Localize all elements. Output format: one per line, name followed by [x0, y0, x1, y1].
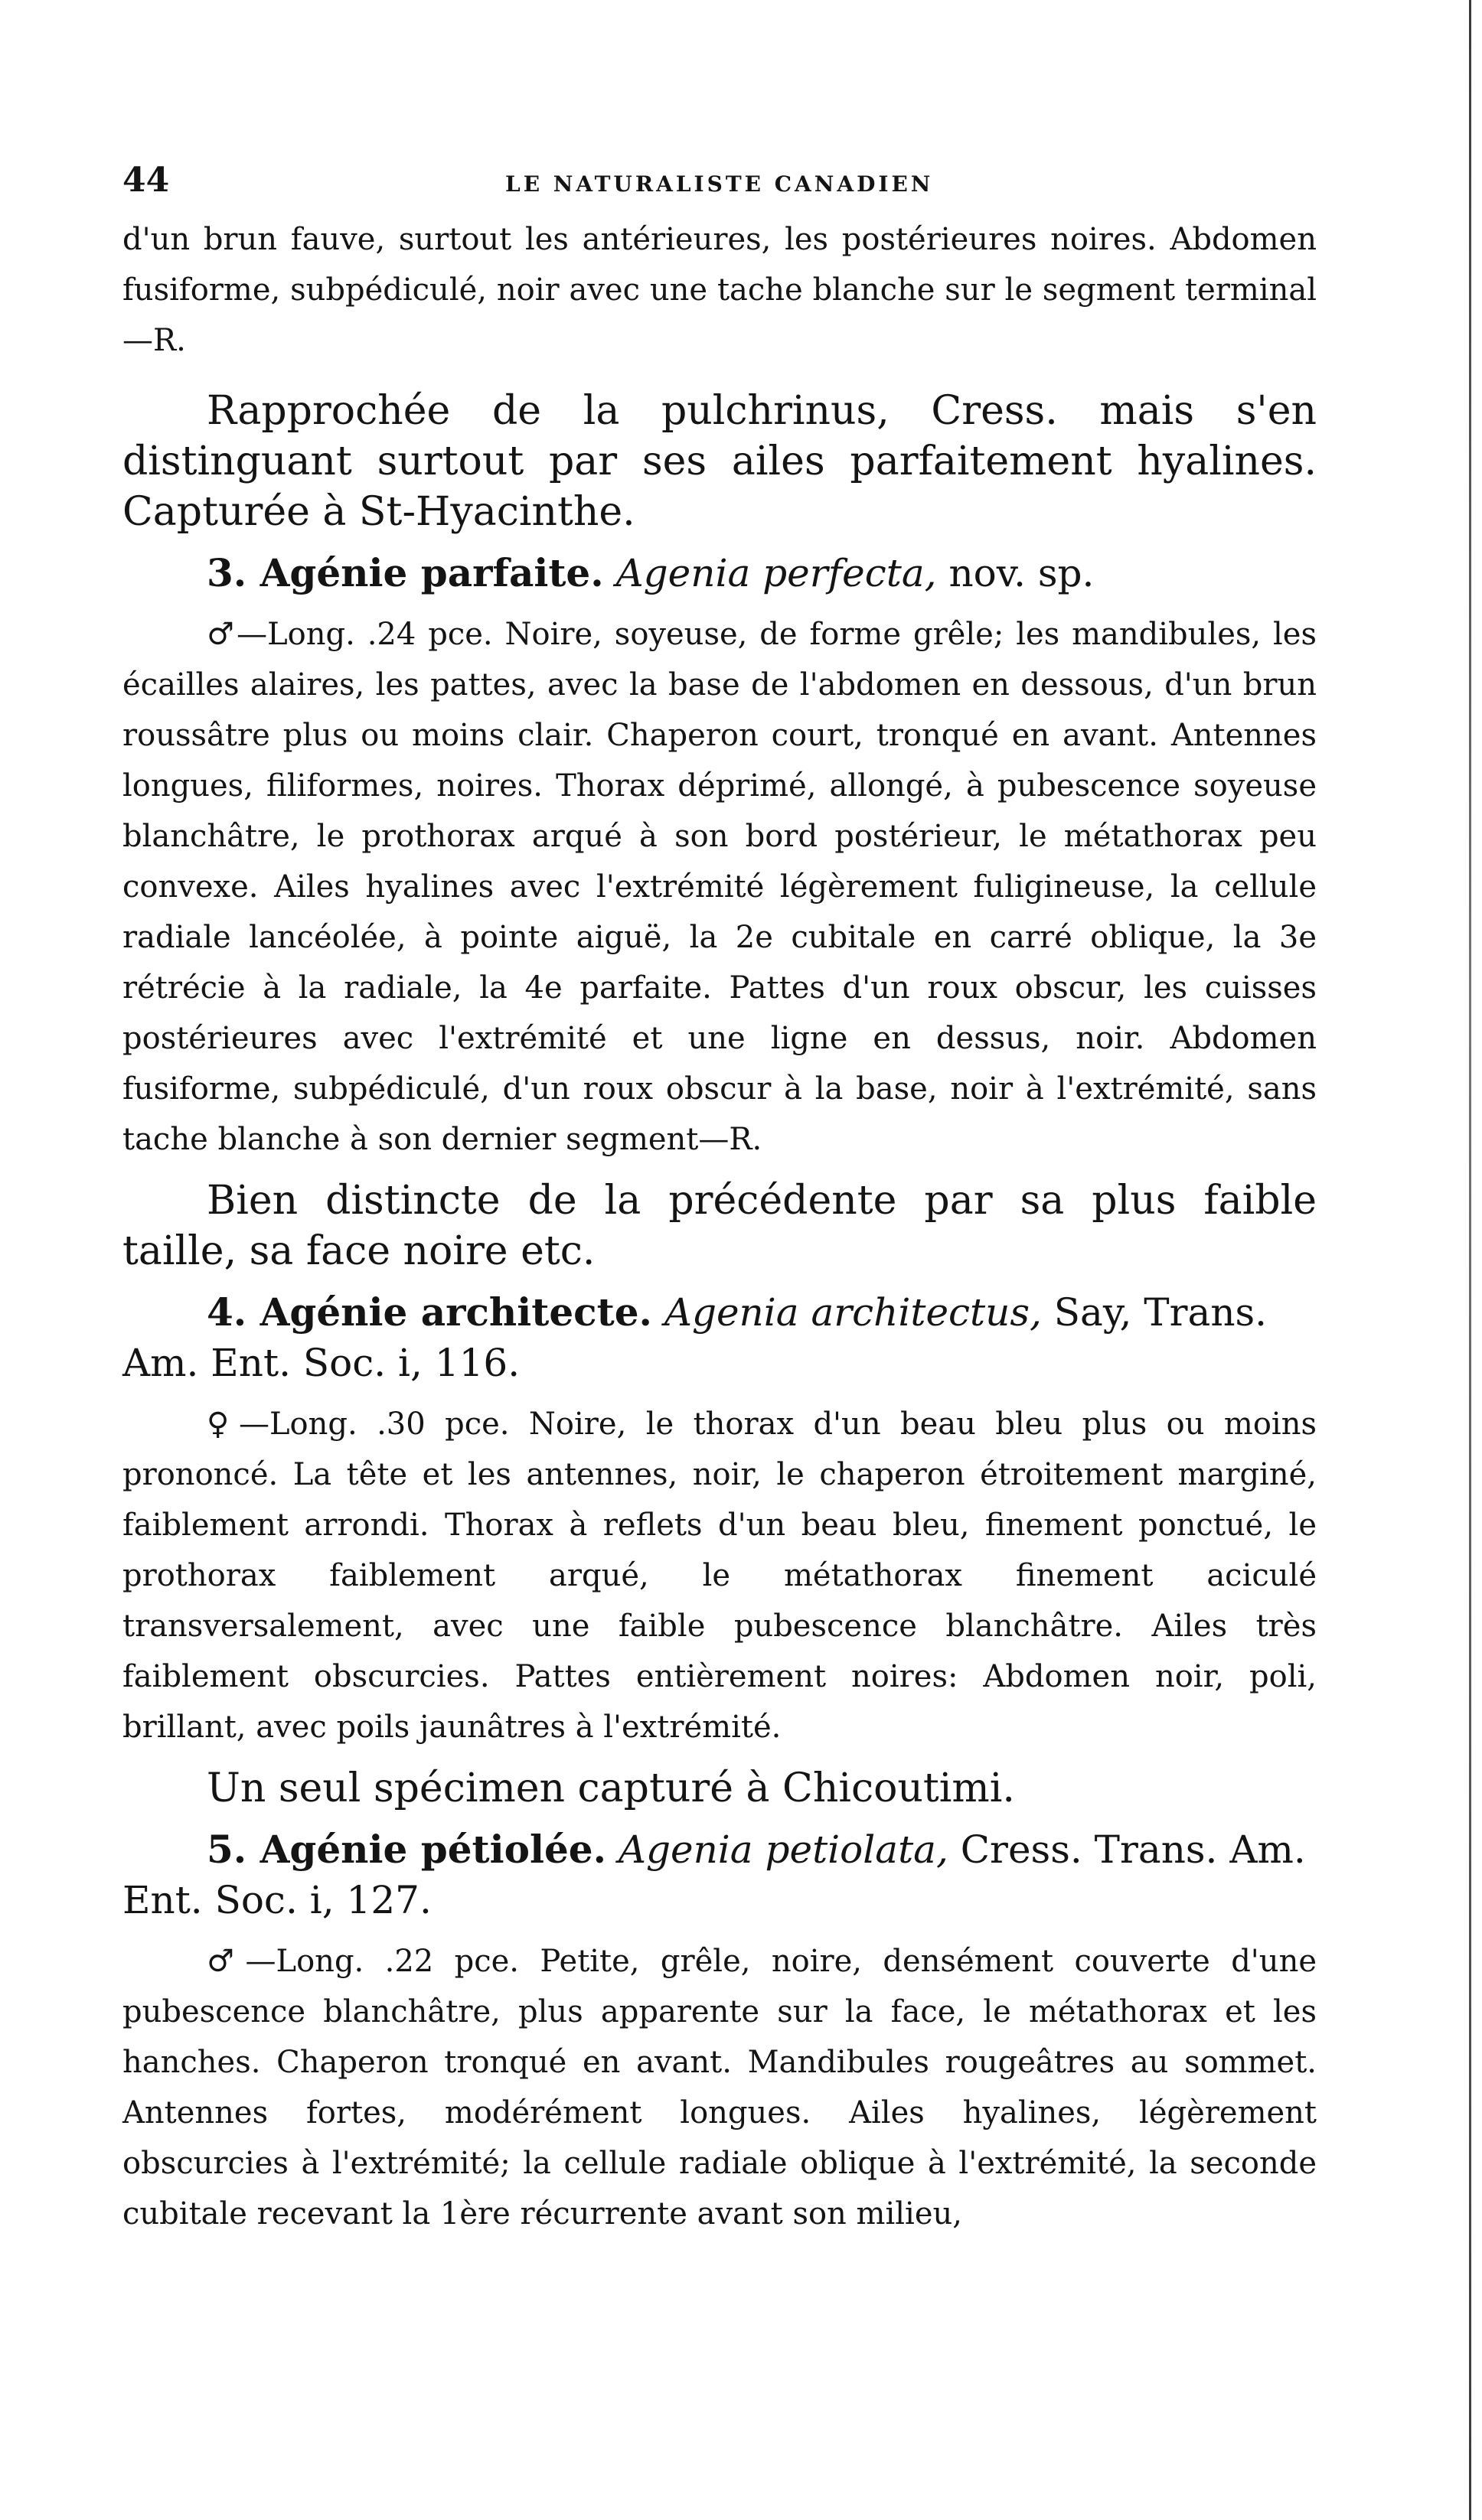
- paragraph-continuation: d'un brun fauve, surtout les antérieures, les postérieures noires. Abdomen fusiforme, subpédiculé, noir avec une tache blanche sur le segment terminal—R.: [122, 222, 1317, 358]
- species-scientific-name: Agenia architectus,: [664, 1290, 1042, 1335]
- description-text: —Long. .22 pce. Petite, grêle, noire, densément couverte d'une pubescence blanchâtre, plus apparente sur la face, le métathorax et les hanches. Chaperon tronqué en avant. Mandibules rougeâtres au sommet. Antennes fortes, modérément longues. Ailes hyalines, légèrement obscurcies à l'extrémité; la cellule radiale oblique à l'extrémité, la seconde cubitale recevant la 1ère récurrente avant son milieu,: [122, 1944, 1317, 2231]
- description-text: —Long. .24 pce. Noire, soyeuse, de forme grêle; les mandibules, les écailles alaires, les pattes, avec la base de l'abdomen en dessous, d'un brun roussâtre plus ou moins clair. Chaperon court, tronqué en avant. Antennes longues, filiformes, noires. Thorax déprimé, allongé, à pubescence soyeuse blanchâtre, le prothorax arqué à son bord postérieur, le métathorax peu convexe. Ailes hyalines avec l'extrémité légèrement fuligineuse, la cellule radiale lancéolée, à pointe aiguë, la 2e cubitale en carré oblique, la 3e rétrécie à la radiale, la 4e parfaite. Pattes d'un roux obscur, les cuisses postérieures avec l'extrémité et une ligne en dessus, noir. Abdomen fusiforme, subpédiculé, d'un roux obscur à la base, noir à l'extrémité, sans tache blanche à son dernier segment—R.: [122, 617, 1317, 1157]
- species-heading-agenia-petiolata: [122, 1824, 1317, 1925]
- species-authority: Cress. Trans. Am. Ent. Soc. i, 127.: [122, 1827, 1306, 1922]
- species-common-name: 4. Agénie architecte.: [207, 1289, 652, 1335]
- species-authority: Say, Trans. Am. Ent. Soc. i, 116.: [122, 1290, 1268, 1385]
- male-symbol-icon: ♂: [207, 616, 237, 652]
- description-text: —Long. .30 pce. Noire, le thorax d'un beau bleu plus ou moins prononcé. La tête et les antennes, noir, le chaperon étroitement marginé, faiblement arrondi. Thorax à reflets d'un beau bleu, finement ponctué, le prothorax faiblement arqué, le métathorax finement aciculé transversalement, avec une faible pubescence blanchâtre. Ailes très faiblement obscurcies. Pattes entièrement noires: Abdomen noir, poli, brillant, avec poils jaunâtres à l'extrémité.: [122, 1407, 1317, 1745]
- species-common-name: 3. Agénie parfaite.: [207, 550, 604, 595]
- species-scientific-name: Agenia perfecta,: [615, 551, 937, 595]
- paragraph-description-architectus: [122, 1399, 1317, 1752]
- species-heading-agenia-architectus: [122, 1287, 1317, 1388]
- species-scientific-name: Agenia petiolata,: [618, 1827, 948, 1872]
- paragraph-description-petiolata: [122, 1936, 1317, 2239]
- paragraph-remark-pulchrinus: Rapprochée de la pulchrinus, Cress. mais s'en distinguant surtout par ses ailes parfaitement hyalines. Capturée à St-Hyacinthe.: [122, 388, 1317, 535]
- paragraph-remark-architectus: Un seul spécimen capturé à Chicoutimi.: [207, 1765, 1015, 1811]
- species-heading-agenia-perfecta: [122, 548, 1317, 598]
- male-symbol-icon: ♂: [207, 1943, 246, 1979]
- female-symbol-icon: ♀: [207, 1406, 239, 1442]
- page-header: [122, 161, 1317, 214]
- species-common-name: 5. Agénie pétiolée.: [207, 1827, 606, 1872]
- page-number: 44: [122, 161, 170, 200]
- page: [122, 161, 1317, 2239]
- species-authority: nov. sp.: [948, 551, 1095, 595]
- paragraph-remark-perfecta: Bien distincte de la précédente par sa plus faible taille, sa face noire etc.: [122, 1178, 1317, 1274]
- page-edge-line: [1469, 0, 1471, 2520]
- paragraph-description-perfecta: [122, 609, 1317, 1165]
- running-head: LE NATURALISTE CANADIEN: [505, 171, 934, 197]
